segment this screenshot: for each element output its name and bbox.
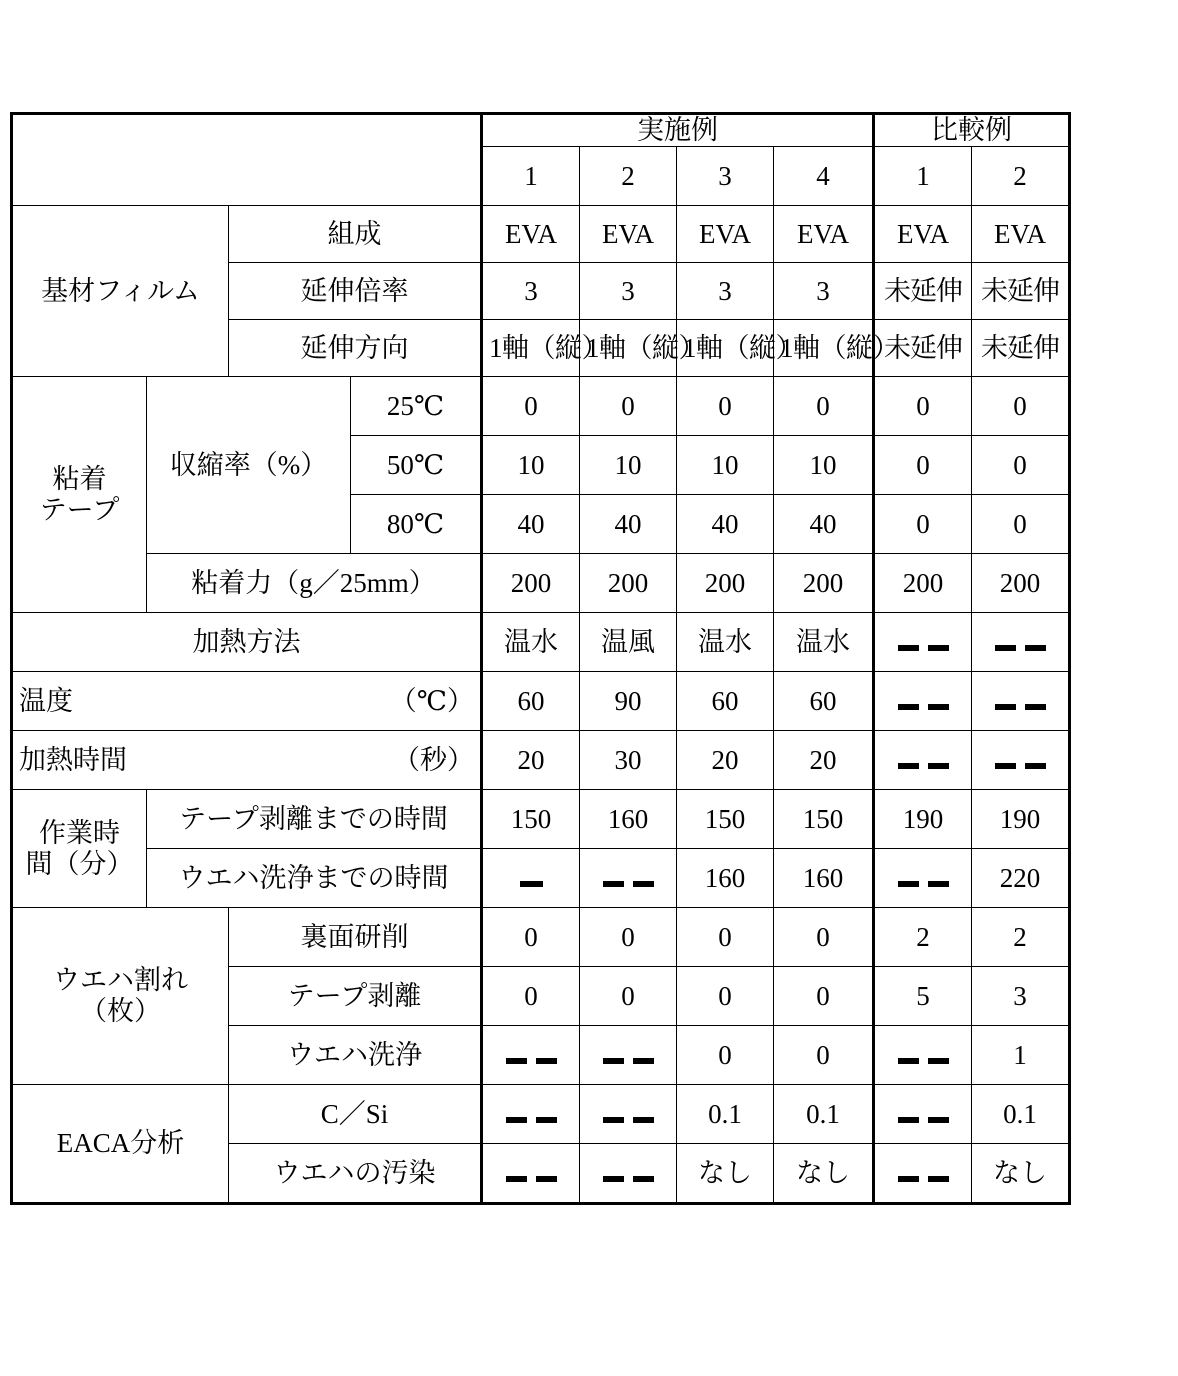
- cell-heating-time-cmp1: [874, 731, 972, 790]
- cell-c-si-ex2: [580, 1085, 677, 1144]
- cell-shrink50-ex1: 10: [482, 436, 580, 495]
- row-shrink-25: [12, 377, 1070, 436]
- work-time-line1: 作業時: [39, 817, 120, 848]
- cell-composition-ex4: EVA: [774, 206, 874, 263]
- row-temperature: [12, 672, 1070, 731]
- heating-time-unit: （秒）: [393, 744, 474, 775]
- work-time-line2: 間（分）: [25, 848, 134, 879]
- cell-temperature-ex4: 60: [774, 672, 874, 731]
- row-time-to-clean: [12, 849, 1070, 908]
- rowlabel-backgrind: 裏面研削: [229, 908, 482, 967]
- rowlabel-tape-peel: テープ剥離: [229, 967, 482, 1026]
- cell-shrink80-ex4: 40: [774, 495, 874, 554]
- cell-heating-time-ex3: 20: [677, 731, 774, 790]
- cell-time-to-peel-ex1: 150: [482, 790, 580, 849]
- wafer-crack-line1: ウエハ割れ: [53, 965, 188, 995]
- cell-tape-peel-ex4: 0: [774, 967, 874, 1026]
- cell-heating-method-ex3: 温水: [677, 613, 774, 672]
- cell-shrink25-ex4: 0: [774, 377, 874, 436]
- row-c-si: [12, 1085, 1070, 1144]
- cell-composition-ex2: EVA: [580, 206, 677, 263]
- cell-adhesion-ex3: 200: [677, 554, 774, 613]
- cell-backgrind-ex2: 0: [580, 908, 677, 967]
- cell-tape-peel-ex1: 0: [482, 967, 580, 1026]
- rowlabel-heating-method: 加熱方法: [12, 613, 482, 672]
- dash-mark: [881, 704, 965, 710]
- rowlabel-c-si: C／Si: [229, 1085, 482, 1144]
- cell-tape-peel-ex2: 0: [580, 967, 677, 1026]
- cell-composition-ex1: EVA: [482, 206, 580, 263]
- wafer-crack-line2: （枚）: [80, 996, 161, 1027]
- section-label-adhesive-tape: [12, 377, 147, 613]
- cell-temperature-ex2: 90: [580, 672, 677, 731]
- dash-mark: [489, 1058, 573, 1064]
- dash-mark: [881, 645, 965, 651]
- section-label-eaca: EACA分析: [12, 1085, 229, 1204]
- cell-adhesion-cmp1: 200: [874, 554, 972, 613]
- header-group-comparative: 比較例: [874, 114, 1070, 147]
- row-heating-time: [12, 731, 1070, 790]
- cell-time-to-peel-ex2: 160: [580, 790, 677, 849]
- dash-mark: [489, 881, 573, 887]
- rowlabel-time-to-clean: ウエハ洗浄までの時間: [147, 849, 482, 908]
- cell-shrink50-ex3: 10: [677, 436, 774, 495]
- cell-c-si-ex1: [482, 1085, 580, 1144]
- dash-mark: [881, 1176, 965, 1182]
- dash-mark: [489, 1176, 573, 1182]
- cell-contamination-ex2: [580, 1144, 677, 1204]
- cell-adhesion-ex1: 200: [482, 554, 580, 613]
- cell-heating-time-ex2: 30: [580, 731, 677, 790]
- row-heating-method: [12, 613, 1070, 672]
- header-group-row: [12, 114, 1070, 147]
- section-label-base-film: 基材フィルム: [12, 206, 229, 377]
- cell-wafer-clean-cmp2: 1: [972, 1026, 1070, 1085]
- dash-mark: [586, 1176, 670, 1182]
- cell-time-to-clean-ex2: [580, 849, 677, 908]
- cell-temperature-ex3: 60: [677, 672, 774, 731]
- cell-tape-peel-ex3: 0: [677, 967, 774, 1026]
- dash-mark: [586, 1058, 670, 1064]
- header-col-ex-4: 4: [774, 147, 874, 206]
- rowlabel-stretch-direction: 延伸方向: [229, 320, 482, 377]
- subgroup-label-shrinkage: 収縮率（%）: [147, 377, 351, 554]
- cell-heating-time-ex1: 20: [482, 731, 580, 790]
- heating-time-label: 加熱時間: [19, 744, 127, 775]
- cell-stretch-ratio-ex3: 3: [677, 263, 774, 320]
- cell-time-to-clean-ex4: 160: [774, 849, 874, 908]
- rowlabel-wafer-contamination: ウエハの汚染: [229, 1144, 482, 1204]
- cell-c-si-ex3: 0.1: [677, 1085, 774, 1144]
- cell-backgrind-ex1: 0: [482, 908, 580, 967]
- header-corner-blank: [12, 114, 482, 206]
- cell-time-to-peel-ex4: 150: [774, 790, 874, 849]
- cell-contamination-cmp2: なし: [972, 1144, 1070, 1204]
- rowlabel-adhesion: 粘着力（g／25mm）: [147, 554, 482, 613]
- temperature-label: 温度: [19, 685, 73, 716]
- cell-stretch-direction-ex4: 1軸（縦）: [774, 320, 874, 377]
- section-label-work-time: [12, 790, 147, 908]
- header-col-ex-2: 2: [580, 147, 677, 206]
- cell-shrink25-cmp1: 0: [874, 377, 972, 436]
- cell-time-to-peel-ex3: 150: [677, 790, 774, 849]
- cell-time-to-clean-ex1: [482, 849, 580, 908]
- cell-stretch-direction-ex3: 1軸（縦）: [677, 320, 774, 377]
- patent-table-container: [10, 112, 1068, 1205]
- cell-time-to-peel-cmp2: 190: [972, 790, 1070, 849]
- cell-heating-time-ex4: 20: [774, 731, 874, 790]
- header-col-cmp-2: 2: [972, 147, 1070, 206]
- cell-heating-method-ex4: 温水: [774, 613, 874, 672]
- rowlabel-shrink-50: 50℃: [351, 436, 482, 495]
- rowlabel-shrink-80: 80℃: [351, 495, 482, 554]
- cell-wafer-clean-ex2: [580, 1026, 677, 1085]
- rowlabel-temperature: [12, 672, 482, 731]
- cell-heating-method-cmp1: [874, 613, 972, 672]
- cell-heating-method-ex2: 温風: [580, 613, 677, 672]
- cell-wafer-clean-ex3: 0: [677, 1026, 774, 1085]
- cell-shrink50-cmp1: 0: [874, 436, 972, 495]
- cell-time-to-clean-ex3: 160: [677, 849, 774, 908]
- cell-adhesion-ex4: 200: [774, 554, 874, 613]
- cell-c-si-cmp2: 0.1: [972, 1085, 1070, 1144]
- cell-shrink25-cmp2: 0: [972, 377, 1070, 436]
- cell-composition-cmp1: EVA: [874, 206, 972, 263]
- cell-shrink80-ex1: 40: [482, 495, 580, 554]
- cell-temperature-ex1: 60: [482, 672, 580, 731]
- dash-mark: [978, 704, 1062, 710]
- header-col-ex-3: 3: [677, 147, 774, 206]
- dash-mark: [881, 881, 965, 887]
- row-backgrind: [12, 908, 1070, 967]
- cell-composition-cmp2: EVA: [972, 206, 1070, 263]
- cell-shrink50-cmp2: 0: [972, 436, 1070, 495]
- row-time-to-peel: [12, 790, 1070, 849]
- cell-c-si-ex4: 0.1: [774, 1085, 874, 1144]
- cell-wafer-clean-ex1: [482, 1026, 580, 1085]
- cell-c-si-cmp1: [874, 1085, 972, 1144]
- cell-shrink25-ex1: 0: [482, 377, 580, 436]
- cell-backgrind-ex3: 0: [677, 908, 774, 967]
- cell-stretch-direction-ex2: 1軸（縦）: [580, 320, 677, 377]
- cell-composition-ex3: EVA: [677, 206, 774, 263]
- rowlabel-wafer-clean: ウエハ洗浄: [229, 1026, 482, 1085]
- header-col-cmp-1: 1: [874, 147, 972, 206]
- cell-time-to-clean-cmp2: 220: [972, 849, 1070, 908]
- cell-heating-method-cmp2: [972, 613, 1070, 672]
- cell-wafer-clean-ex4: 0: [774, 1026, 874, 1085]
- cell-contamination-ex1: [482, 1144, 580, 1204]
- dash-mark: [881, 763, 965, 769]
- dash-mark: [978, 645, 1062, 651]
- cell-shrink25-ex2: 0: [580, 377, 677, 436]
- cell-time-to-clean-cmp1: [874, 849, 972, 908]
- cell-shrink80-cmp2: 0: [972, 495, 1070, 554]
- cell-contamination-ex4: なし: [774, 1144, 874, 1204]
- rowlabel-heating-time: [12, 731, 482, 790]
- cell-stretch-ratio-ex1: 3: [482, 263, 580, 320]
- rowlabel-composition: 組成: [229, 206, 482, 263]
- cell-shrink25-ex3: 0: [677, 377, 774, 436]
- cell-shrink80-ex2: 40: [580, 495, 677, 554]
- cell-contamination-ex3: なし: [677, 1144, 774, 1204]
- cell-stretch-direction-cmp1: 未延伸: [874, 320, 972, 377]
- header-group-examples: 実施例: [482, 114, 874, 147]
- cell-backgrind-cmp1: 2: [874, 908, 972, 967]
- cell-wafer-clean-cmp1: [874, 1026, 972, 1085]
- cell-shrink50-ex4: 10: [774, 436, 874, 495]
- cell-heating-method-ex1: 温水: [482, 613, 580, 672]
- cell-adhesion-cmp2: 200: [972, 554, 1070, 613]
- adhesive-tape-line2: テープ: [39, 494, 120, 525]
- row-adhesion: [12, 554, 1070, 613]
- dash-mark: [978, 763, 1062, 769]
- cell-shrink80-ex3: 40: [677, 495, 774, 554]
- dash-mark: [586, 1117, 670, 1123]
- cell-time-to-peel-cmp1: 190: [874, 790, 972, 849]
- cell-tape-peel-cmp1: 5: [874, 967, 972, 1026]
- adhesive-tape-line1: 粘着: [52, 463, 107, 494]
- comparison-table: [10, 112, 1071, 1205]
- cell-temperature-cmp2: [972, 672, 1070, 731]
- cell-stretch-ratio-cmp2: 未延伸: [972, 263, 1070, 320]
- rowlabel-time-to-peel: テープ剥離までの時間: [147, 790, 482, 849]
- cell-adhesion-ex2: 200: [580, 554, 677, 613]
- section-label-wafer-crack: [12, 908, 229, 1085]
- rowlabel-shrink-25: 25℃: [351, 377, 482, 436]
- row-composition: [12, 206, 1070, 263]
- cell-backgrind-ex4: 0: [774, 908, 874, 967]
- cell-heating-time-cmp2: [972, 731, 1070, 790]
- cell-stretch-direction-cmp2: 未延伸: [972, 320, 1070, 377]
- dash-mark: [881, 1058, 965, 1064]
- cell-stretch-ratio-ex4: 3: [774, 263, 874, 320]
- cell-temperature-cmp1: [874, 672, 972, 731]
- dash-mark: [586, 881, 670, 887]
- dash-mark: [881, 1117, 965, 1123]
- dash-mark: [489, 1117, 573, 1123]
- temperature-unit: （℃）: [389, 685, 474, 716]
- cell-stretch-direction-ex1: 1軸（縦）: [482, 320, 580, 377]
- cell-backgrind-cmp2: 2: [972, 908, 1070, 967]
- cell-stretch-ratio-cmp1: 未延伸: [874, 263, 972, 320]
- cell-tape-peel-cmp2: 3: [972, 967, 1070, 1026]
- cell-shrink80-cmp1: 0: [874, 495, 972, 554]
- cell-shrink50-ex2: 10: [580, 436, 677, 495]
- header-col-ex-1: 1: [482, 147, 580, 206]
- rowlabel-stretch-ratio: 延伸倍率: [229, 263, 482, 320]
- cell-stretch-ratio-ex2: 3: [580, 263, 677, 320]
- cell-contamination-cmp1: [874, 1144, 972, 1204]
